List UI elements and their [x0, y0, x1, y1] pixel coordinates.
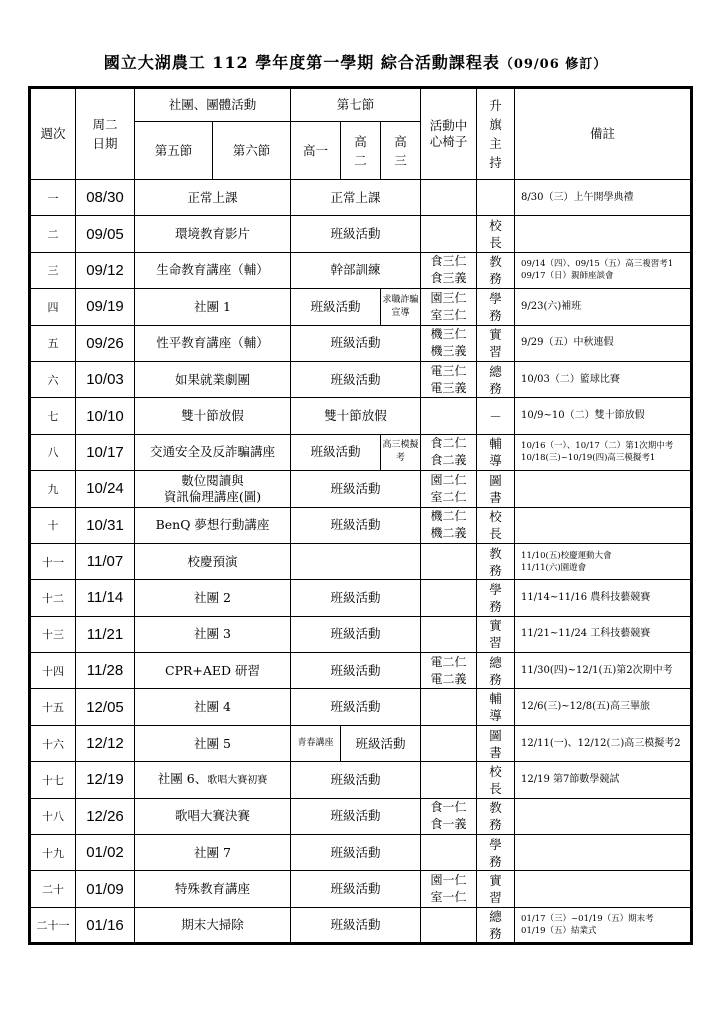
chair-cell: [421, 398, 477, 434]
period7-cell: 班級活動: [291, 434, 381, 470]
remark-cell: [515, 835, 692, 871]
chair-cell: 食一仁 食一義: [421, 798, 477, 834]
activity-cell: BenQ 夢想行動講座: [135, 507, 291, 543]
date-cell: 12/26: [76, 798, 135, 834]
chair-cell: [421, 907, 477, 943]
week-cell: 二: [30, 216, 76, 252]
flag-host-text: 校長: [489, 763, 502, 796]
chair-cell: [421, 216, 477, 252]
week-cell: 一: [30, 180, 76, 216]
flag-host-text: 實習: [489, 873, 502, 906]
activity-text: 社團 6、: [157, 770, 208, 786]
week-cell: 二十一: [30, 907, 76, 943]
chair-cell: [421, 725, 477, 761]
date-cell: 11/14: [76, 580, 135, 616]
date-cell: 10/03: [76, 361, 135, 397]
week-cell: 九: [30, 471, 76, 507]
date-cell: 11/21: [76, 616, 135, 652]
week-cell: 十三: [30, 616, 76, 652]
week-cell: 十: [30, 507, 76, 543]
remark-cell: 01/17（三）~01/19（五）期末考 01/19（五）結業式: [515, 907, 692, 943]
period7-cell: 雙十節放假: [291, 398, 421, 434]
table-row: [30, 907, 692, 943]
activity-cell: 社團 7: [135, 835, 291, 871]
flag-host-text: 總務: [489, 909, 502, 941]
date-cell: 09/05: [76, 216, 135, 252]
period7-cell: 班級活動: [291, 580, 421, 616]
flag-host-cell: [477, 216, 515, 252]
activity-cell: 環境教育影片: [135, 216, 291, 252]
chair-cell: 園二仁 室二仁: [421, 471, 477, 507]
date-cell: 11/07: [76, 543, 135, 579]
flag-host-cell: [477, 289, 515, 325]
period7-cell: 求職詐騙宣導: [381, 289, 421, 325]
table-row: [30, 216, 692, 252]
page-title: [0, 50, 711, 73]
date-cell: 12/19: [76, 762, 135, 798]
week-cell: 十九: [30, 835, 76, 871]
period7-cell: 班級活動: [291, 507, 421, 543]
week-cell: 十四: [30, 653, 76, 689]
flag-host-cell: [477, 798, 515, 834]
period7-cell: 班級活動: [291, 689, 421, 725]
activity-cell: 校慶預演: [135, 543, 291, 579]
period7-cell: 班級活動: [291, 361, 421, 397]
period7-cell: 班級活動: [291, 762, 421, 798]
remark-cell: 11/30(四)~12/1(五)第2次期中考: [515, 653, 692, 689]
remark-cell: [515, 798, 692, 834]
table-row: [30, 361, 692, 397]
flag-host-cell: [477, 180, 515, 216]
activity-cell: 正常上課: [135, 180, 291, 216]
flag-host-cell: [477, 543, 515, 579]
week-cell: 七: [30, 398, 76, 434]
period7-cell: 幹部訓練: [291, 252, 421, 288]
remark-cell: 10/16（一）、10/17（二）第1次期中考 10/18(三)~10/19(四)高三模擬考1: [515, 434, 692, 470]
table-row: [30, 580, 692, 616]
flag-host-text: 教務: [489, 545, 502, 578]
week-cell: 十二: [30, 580, 76, 616]
header-week: 週次: [30, 88, 76, 180]
date-cell: 10/24: [76, 471, 135, 507]
header-period6: 第六節: [213, 122, 291, 180]
flag-host-text: 教務: [489, 800, 502, 833]
remark-cell: 11/21~11/24 工科技藝競賽: [515, 616, 692, 652]
chair-cell: 機二仁 機二義: [421, 507, 477, 543]
chair-cell: [421, 616, 477, 652]
chair-cell: [421, 543, 477, 579]
activity-cell: 數位閱讀與 資訊倫理講座(圖): [135, 471, 291, 507]
remark-cell: [515, 471, 692, 507]
week-cell: 十七: [30, 762, 76, 798]
activity-cell: 社團 1: [135, 289, 291, 325]
activity-cell: 社團 5: [135, 725, 291, 761]
flag-host-cell: [477, 361, 515, 397]
remark-cell: 8/30（三）上午開學典禮: [515, 180, 692, 216]
flag-host-cell: [477, 871, 515, 907]
table-row: [30, 398, 692, 434]
date-cell: 10/10: [76, 398, 135, 434]
remark-cell: 10/9~10（二）雙十節放假: [515, 398, 692, 434]
header-flag-text: 升旗主持: [489, 98, 502, 170]
flag-host-text: 總務: [489, 654, 502, 687]
table-row: [30, 471, 692, 507]
header-grade3: [381, 122, 421, 180]
flag-host-cell: [477, 325, 515, 361]
activity-cell: 交通安全及反詐騙講座: [135, 434, 291, 470]
header-remarks: 備註: [515, 88, 692, 180]
remark-cell: 9/23(六)補班: [515, 289, 692, 325]
flag-host-text: 圖書: [489, 727, 502, 760]
period7-cell: 班級活動: [291, 325, 421, 361]
schedule-body: [30, 180, 692, 944]
table-row: [30, 325, 692, 361]
flag-host-cell: [477, 616, 515, 652]
period7-cell: 班級活動: [341, 725, 421, 761]
title-text: 國立大湖農工 112 學年度第一學期 綜合活動課程表: [103, 53, 500, 72]
activity-cell: 雙十節放假: [135, 398, 291, 434]
chair-cell: 園三仁 室三仁: [421, 289, 477, 325]
activity-cell: 社團 4: [135, 689, 291, 725]
chair-cell: [421, 580, 477, 616]
week-cell: 四: [30, 289, 76, 325]
period7-cell: 班級活動: [291, 653, 421, 689]
flag-host-cell: [477, 725, 515, 761]
flag-host-cell: [477, 580, 515, 616]
flag-host-text: 圖書: [489, 472, 502, 505]
date-cell: 09/19: [76, 289, 135, 325]
remark-cell: [515, 871, 692, 907]
flag-host-cell: [477, 471, 515, 507]
flag-host-text: 實習: [489, 618, 502, 651]
header-grade2-text: 高二: [354, 133, 367, 168]
table-row: [30, 289, 692, 325]
header-date-text: 周二日期: [92, 117, 118, 151]
period7-cell: 班級活動: [291, 835, 421, 871]
date-cell: 01/09: [76, 871, 135, 907]
activity-cell: 特殊教育講座: [135, 871, 291, 907]
chair-cell: 機三仁 機三義: [421, 325, 477, 361]
activity-cell: 性平教育講座（輔）: [135, 325, 291, 361]
table-row: [30, 835, 692, 871]
chair-cell: 食二仁 食二義: [421, 434, 477, 470]
header-flag: [477, 88, 515, 180]
chair-cell: 園一仁 室一仁: [421, 871, 477, 907]
date-cell: 12/12: [76, 725, 135, 761]
header-grade2: [341, 122, 381, 180]
period7-cell: 班級活動: [291, 871, 421, 907]
period7-cell: 班級活動: [291, 616, 421, 652]
week-cell: 十六: [30, 725, 76, 761]
table-row: [30, 798, 692, 834]
flag-host-cell: [477, 653, 515, 689]
period7-cell: 高三模擬考: [381, 434, 421, 470]
flag-host-text: 輔導: [489, 691, 502, 724]
chair-cell: [421, 180, 477, 216]
date-cell: 09/12: [76, 252, 135, 288]
week-cell: 十八: [30, 798, 76, 834]
chair-cell: 食三仁 食三義: [421, 252, 477, 288]
header-chair: [421, 88, 477, 180]
chair-cell: [421, 762, 477, 798]
activity-cell: CPR+AED 研習: [135, 653, 291, 689]
period7-cell: 青春講座: [291, 725, 341, 761]
date-cell: 01/16: [76, 907, 135, 943]
activity-cell: 生命教育講座（輔）: [135, 252, 291, 288]
flag-host-text: 總務: [489, 363, 502, 396]
week-cell: 六: [30, 361, 76, 397]
header-grade3-text: 高三: [394, 133, 407, 168]
date-cell: 12/05: [76, 689, 135, 725]
remark-cell: 9/29（五）中秋連假: [515, 325, 692, 361]
activity-cell: 社團 2: [135, 580, 291, 616]
date-cell: 08/30: [76, 180, 135, 216]
period7-cell: 班級活動: [291, 289, 381, 325]
remark-cell: [515, 216, 692, 252]
header-date: [76, 88, 135, 180]
activity-cell: 期末大掃除: [135, 907, 291, 943]
date-cell: 09/26: [76, 325, 135, 361]
period7-cell: 班級活動: [291, 471, 421, 507]
remark-cell: 12/11(一)、12/12(二)高三模擬考2: [515, 725, 692, 761]
chair-cell: 電三仁 電三義: [421, 361, 477, 397]
period7-cell: 班級活動: [291, 907, 421, 943]
flag-host-text: 學務: [489, 290, 502, 323]
flag-host-text: 校長: [489, 218, 502, 251]
flag-host-cell: [477, 398, 515, 434]
table-row: [30, 252, 692, 288]
remark-cell: 12/19 第7節數學競試: [515, 762, 692, 798]
revision-note: （09/06 修訂）: [499, 57, 608, 72]
flag-host-cell: [477, 907, 515, 943]
activity-cell: [135, 762, 291, 798]
remark-cell: 10/03（二）籃球比賽: [515, 361, 692, 397]
chair-cell: 電二仁 電二義: [421, 653, 477, 689]
week-cell: 二十: [30, 871, 76, 907]
period7-cell: 正常上課: [291, 180, 421, 216]
date-cell: 01/02: [76, 835, 135, 871]
date-cell: 11/28: [76, 653, 135, 689]
flag-host-text: 輔導: [489, 436, 502, 469]
flag-host-text: －: [489, 408, 502, 424]
flag-host-cell: [477, 835, 515, 871]
flag-host-text: 教務: [489, 254, 502, 287]
table-row: [30, 616, 692, 652]
table-row: [30, 689, 692, 725]
table-row: [30, 543, 692, 579]
week-cell: 十五: [30, 689, 76, 725]
remark-cell: 11/10(五)校慶運動大會 11/11(六)園遊會: [515, 543, 692, 579]
remark-cell: 09/14（四）、09/15（五）高三複習考1 09/17（日）親師座談會: [515, 252, 692, 288]
period7-cell: [291, 543, 421, 579]
flag-host-cell: [477, 252, 515, 288]
chair-cell: [421, 835, 477, 871]
flag-host-text: 校長: [489, 509, 502, 542]
header-period7: 第七節: [291, 88, 421, 122]
schedule-table: [28, 86, 693, 945]
activity-cell: 歌唱大賽決賽: [135, 798, 291, 834]
flag-host-cell: [477, 689, 515, 725]
table-row: [30, 653, 692, 689]
flag-host-text: 學務: [489, 581, 502, 614]
week-cell: 三: [30, 252, 76, 288]
week-cell: 十一: [30, 543, 76, 579]
period7-cell: 班級活動: [291, 216, 421, 252]
header-club-group: 社團、團體活動: [135, 88, 291, 122]
date-cell: 10/31: [76, 507, 135, 543]
flag-host-cell: [477, 762, 515, 798]
remark-cell: 11/14~11/16 農科技藝競賽: [515, 580, 692, 616]
date-cell: 10/17: [76, 434, 135, 470]
period7-cell: 班級活動: [291, 798, 421, 834]
activity-cell: 如果就業劇團: [135, 361, 291, 397]
table-row: [30, 871, 692, 907]
flag-host-cell: [477, 434, 515, 470]
table-row: [30, 507, 692, 543]
week-cell: 八: [30, 434, 76, 470]
table-row: [30, 180, 692, 216]
flag-host-text: 實習: [489, 327, 502, 360]
activity-subtext: 歌唱大賽初賽: [207, 774, 268, 786]
table-row: [30, 434, 692, 470]
flag-host-text: 學務: [489, 836, 502, 869]
table-row: [30, 762, 692, 798]
header-grade1: 高一: [291, 122, 341, 180]
chair-cell: [421, 689, 477, 725]
activity-cell: 社團 3: [135, 616, 291, 652]
table-row: [30, 725, 692, 761]
week-cell: 五: [30, 325, 76, 361]
header-period5: 第五節: [135, 122, 213, 180]
header-chair-text: 活動中心椅子: [429, 118, 468, 149]
remark-cell: [515, 507, 692, 543]
flag-host-cell: [477, 507, 515, 543]
remark-cell: 12/6(三)~12/8(五)高三畢旅: [515, 689, 692, 725]
